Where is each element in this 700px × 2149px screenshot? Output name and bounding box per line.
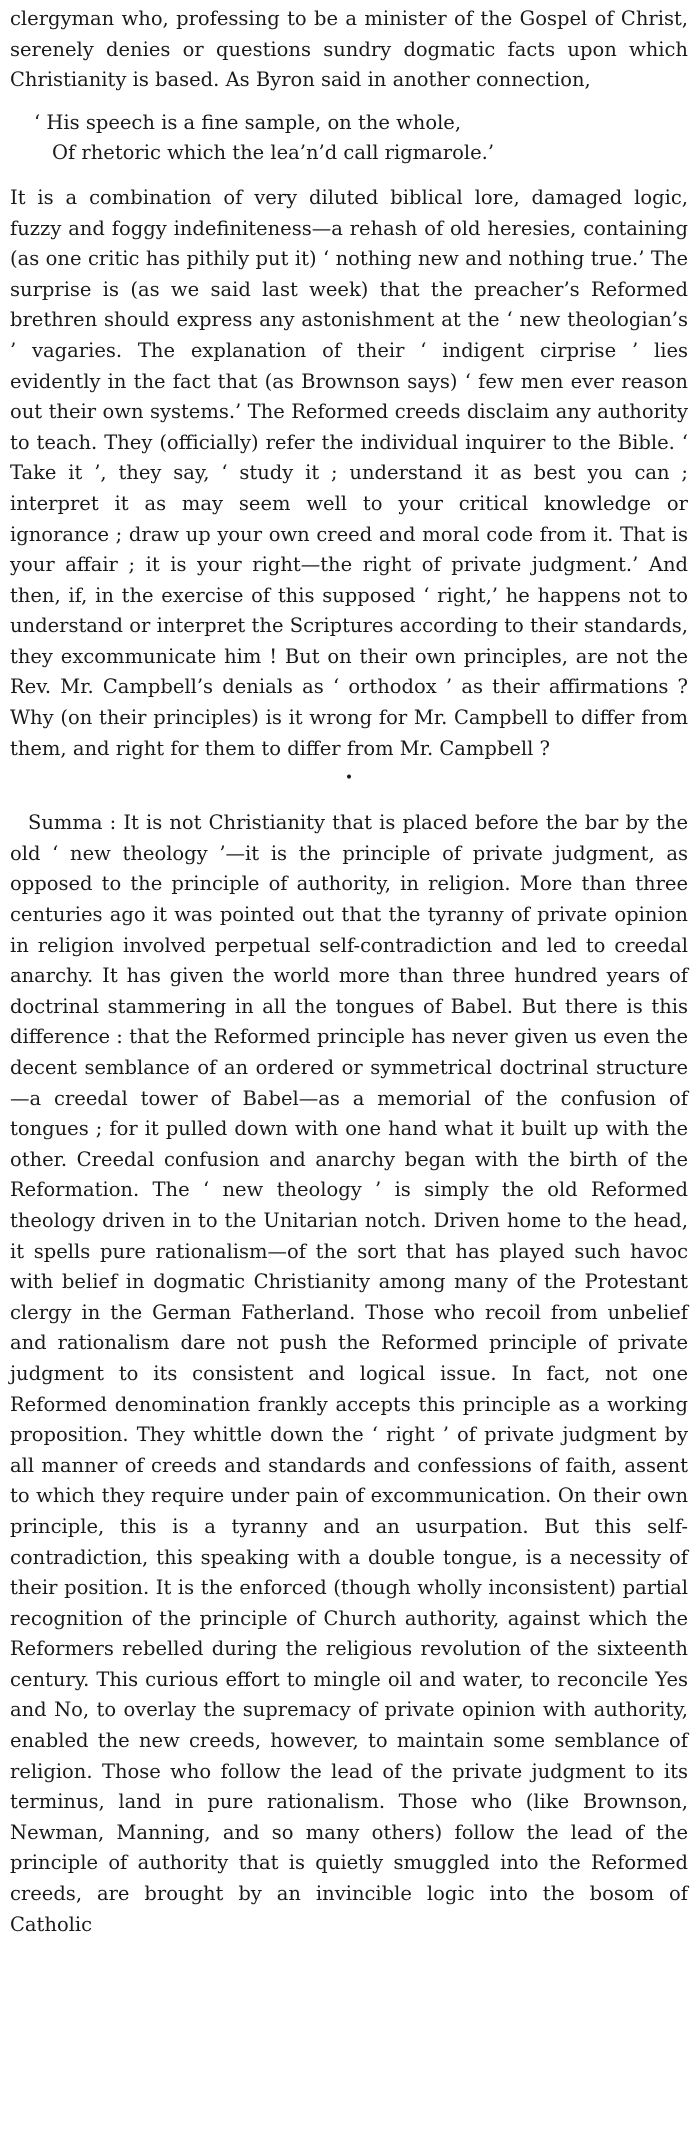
paragraph-middle: It is a combination of very diluted biblical lore, damaged logic, fuzzy and foggy indefiniteness—a rehash of old heresies, containing (as one critic has pithily put it) ‘ nothing new and nothing true.’ The surprise is (as we said last week) that the preacher’s Reformed brethren should express any astonishment at the ‘ new theologian’s ’ vagaries. The explanation of their ‘ indigent cirprise ’ lies evidently in the fact that (as Brownson says) ‘ few men ever reason out their own systems.’ The Reformed creeds disclaim any authority to teach. They (officially) refer the individual inquirer to the Bible. ‘ Take it ’, they say, ‘ study it ; understand it as best you can ; interpret it as may seem well to your critical knowledge or ignorance ; draw up your own creed and moral code from it. That is your affair ; it is your right—the right of private judgment.’ And then, if, in the exercise of this supposed ‘ right,’ he happens not to understand or interpret the Scriptures according to their standards, they excommunicate him ! But on their own principles, are not the Rev. Mr. Campbell’s denials as ‘ orthodox ’ as their affirmations ? Why (on their principles) is it wrong for Mr. Campbell to differ from them, and right for them to differ from Mr. Campbell ?: [10, 185, 688, 760]
quote-line-1: ‘ His speech is a fine sample, on the whole,: [34, 110, 462, 134]
quote-line-2: Of rhetoric which the lea’n’d call rigmarole.’: [52, 141, 495, 165]
section-separator: •: [344, 770, 354, 787]
byron-quote: [10, 108, 688, 169]
paragraph-top: clergyman who, professing to be a minister of the Gospel of Christ, serenely denies or questions sundry dogmatic facts upon which Christianity is based. As Byron said in another connection,: [10, 7, 688, 92]
paragraph-bottom: Summa : It is not Christianity that is placed before the bar by the old ‘ new theology ’—it is the principle of private judgment, as opposed to the principle of authority, in religion. More than three centuries ago it was pointed out that the tyranny of private opinion in religion involved perpetual self-contradiction and led to creedal anarchy. It has given the world more than three hundred years of doctrinal stammering in all the tongues of Babel. But there is this difference : that the Reformed principle has never given us even the decent semblance of an ordered or symmetrical doctrinal structure—a creedal tower of Babel—as a memorial of the confusion of tongues ; for it pulled down with one hand what it built up with the other. Creedal confusion and anarchy began with the birth of the Reformation. The ‘ new theology ’ is simply the old Reformed theology driven in to the Unitarian notch. Driven home to the head, it spells pure rationalism—of the sort that has played such havoc with belief in dogmatic Christianity among many of the Protestant clergy in the German Fatherland. Those who recoil from unbelief and rationalism dare not push the Reformed principle of private judgment to its consistent and logical issue. In fact, not one Reformed denomination frankly accepts this principle as a working proposition. They whittle down the ‘ right ’ of private judgment by all manner of creeds and standards and confessions of faith, assent to which they require under pain of excommunication. On their own principle, this is a tyranny and an usurpation. But this self-contradiction, this speaking with a double tongue, is a necessity of their position. It is the enforced (though wholly inconsistent) partial recognition of the principle of Church authority, against which the Reformers rebelled during the religious revolution of the sixteenth century. This curious effort to mingle oil and water, to reconcile Yes and No, to overlay the supremacy of private opinion with authority, enabled the new creeds, however, to maintain some semblance of religion. Those who follow the lead of the private judgment to its terminus, land in pure rationalism. Those who (like Brownson, Newman, Manning, and so many others) follow the lead of the principle of authority that is quietly smuggled into the Reformed creeds, are brought by an invincible logic into the bosom of Catholic: [10, 811, 688, 1936]
